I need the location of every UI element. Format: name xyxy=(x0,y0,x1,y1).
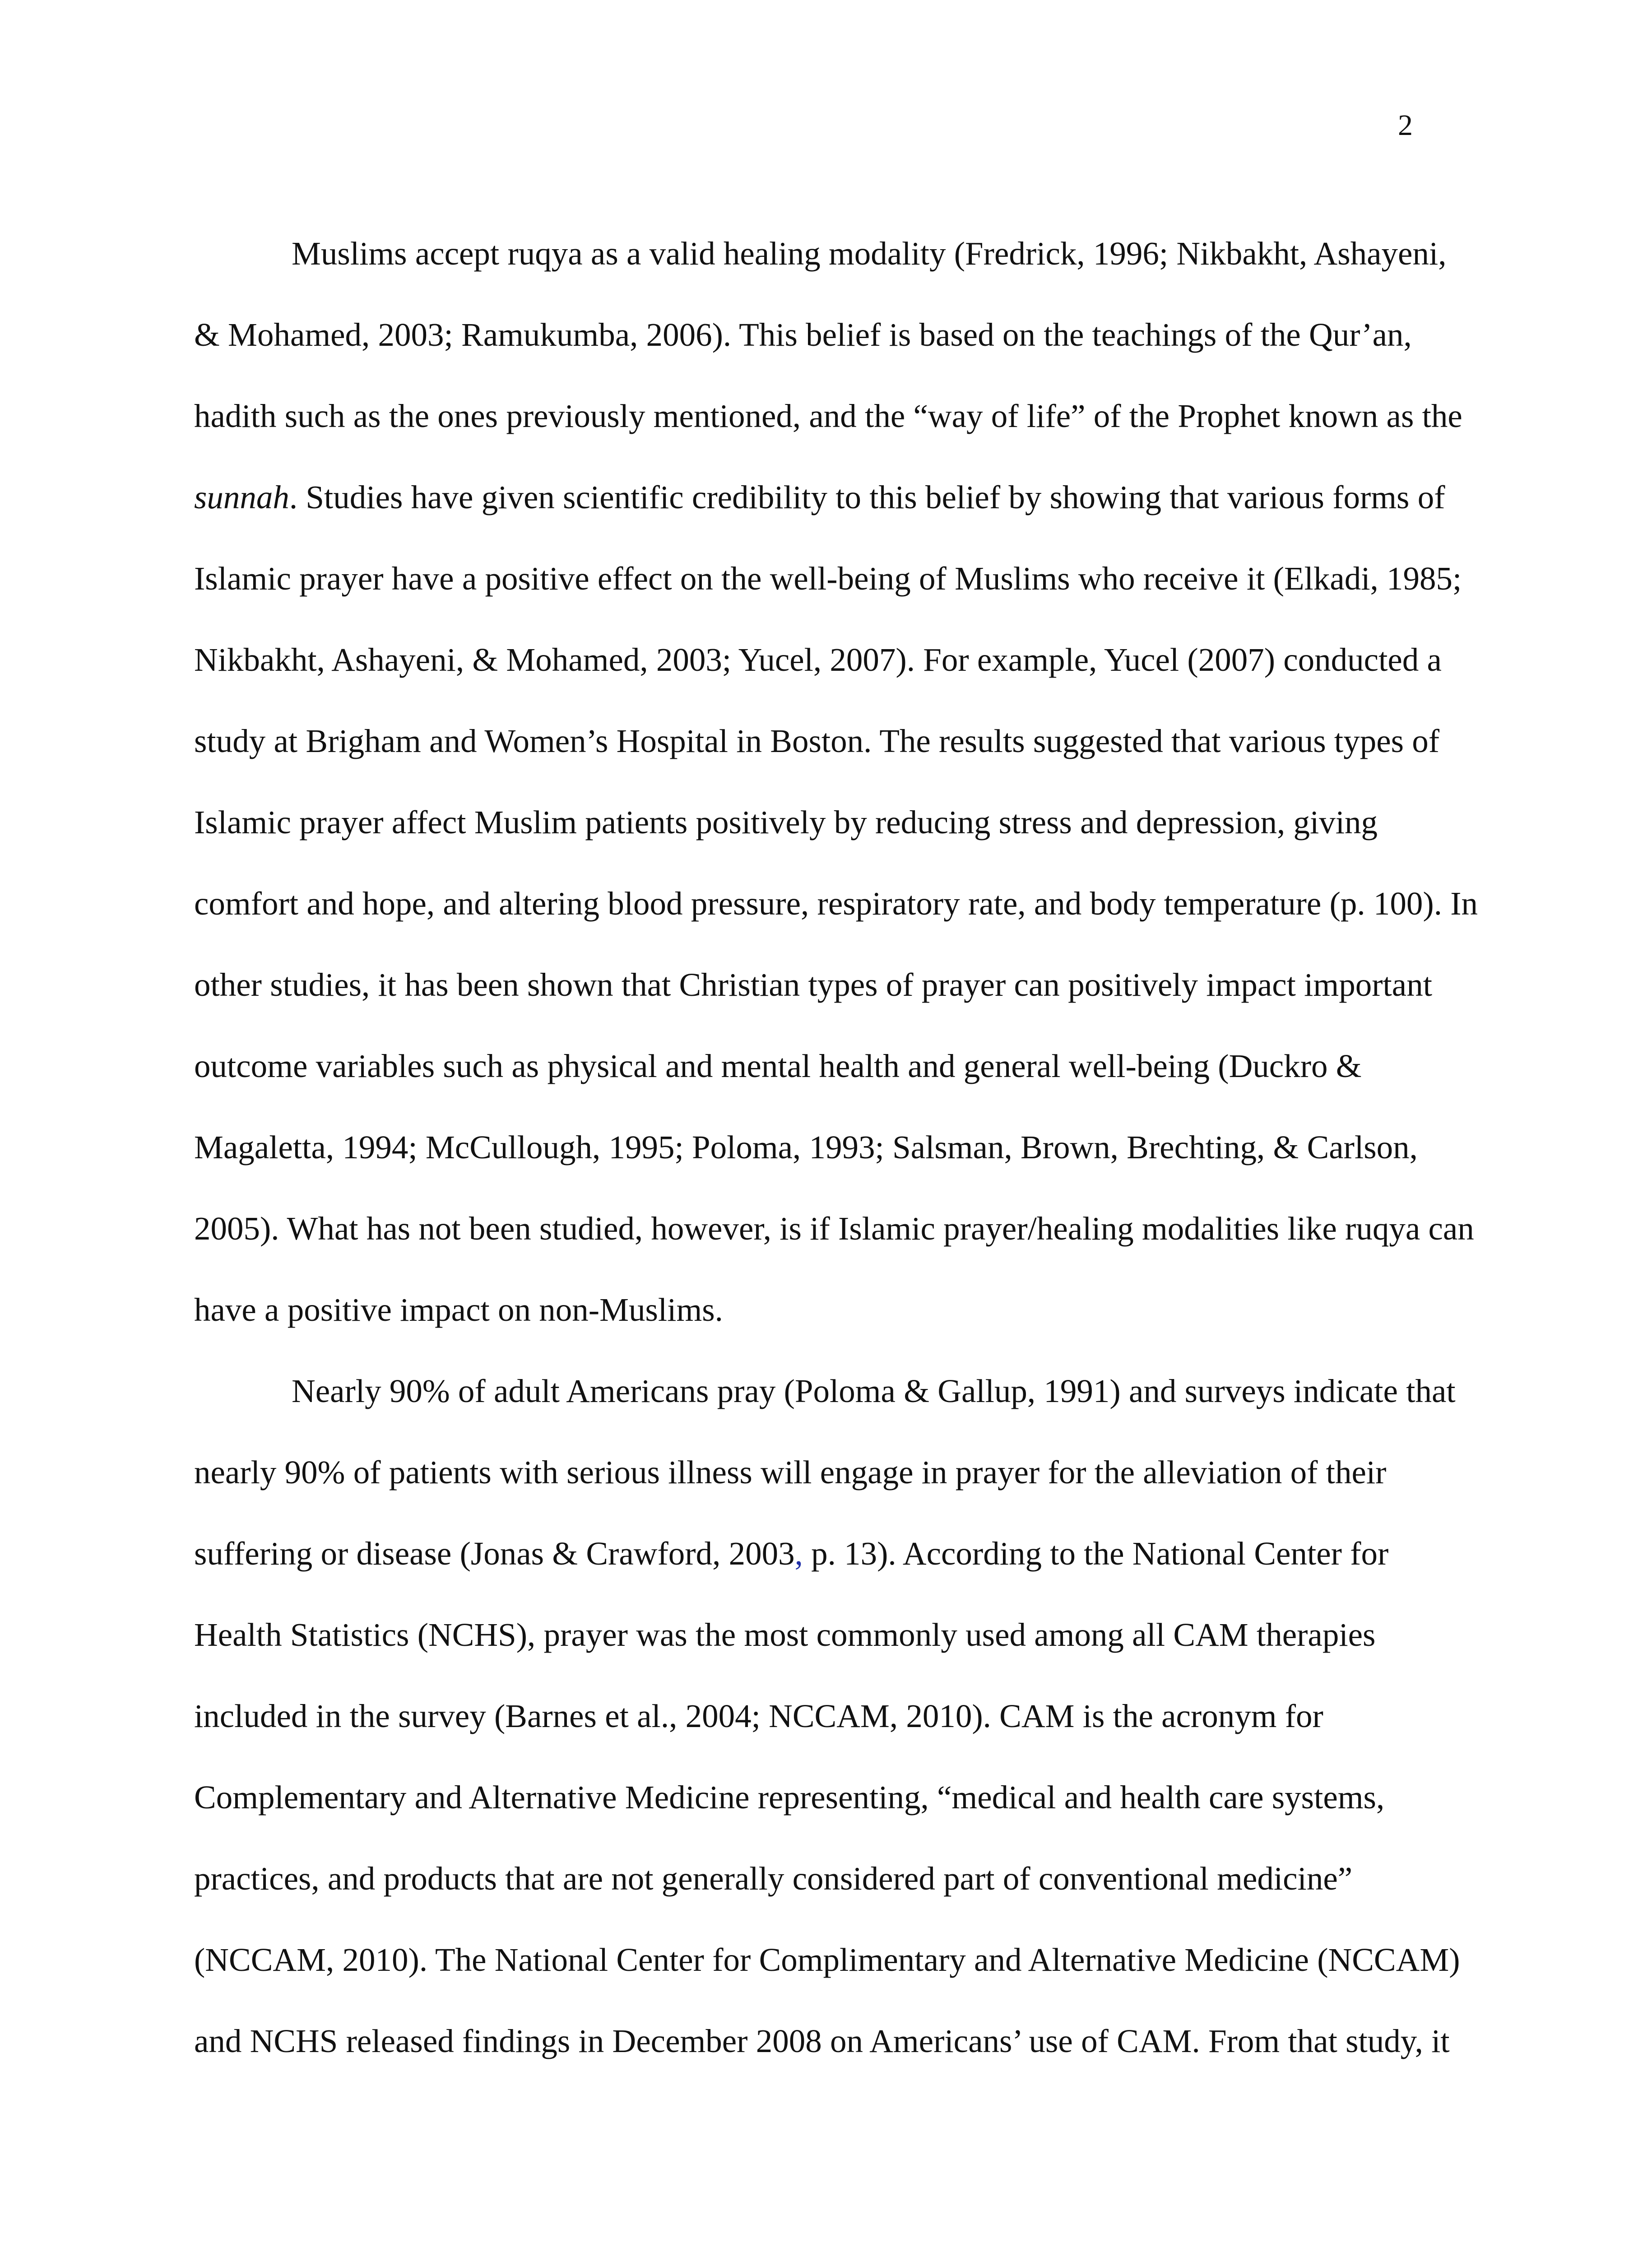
page-number: 2 xyxy=(1398,109,1413,142)
text-line: Nearly 90% of adult Americans pray (Poloma & Gallup, 1991) and surveys indicate that xyxy=(292,1373,1456,1409)
text-line: 2005). What has not been studied, however, is if Islamic prayer/healing modalities like ruqya can xyxy=(194,1210,1474,1247)
text-line: Health Statistics (NCHS), prayer was the most commonly used among all CAM therapies xyxy=(194,1616,1376,1653)
text-line: (NCCAM, 2010). The National Center for Complimentary and Alternative Medicine (NCCAM) xyxy=(194,1941,1460,1978)
text-line: comfort and hope, and altering blood pressure, respiratory rate, and body temperature (p. 100). In xyxy=(194,885,1478,922)
text-line: have a positive impact on non-Muslims. xyxy=(194,1291,723,1328)
text-line: Islamic prayer have a positive effect on the well-being of Muslims who receive it (Elkadi, 1985; xyxy=(194,560,1462,597)
text-line-before: suffering or disease (Jonas & Crawford, 2003 xyxy=(194,1535,795,1572)
paragraph-1 xyxy=(194,213,1478,1351)
text-line: Islamic prayer affect Muslim patients positively by reducing stress and depression, giving xyxy=(194,804,1378,841)
blue-comma: , xyxy=(794,1535,803,1572)
text-line: practices, and products that are not generally considered part of conventional medicine” xyxy=(194,1860,1353,1897)
text-line xyxy=(194,457,1468,538)
text-line: nearly 90% of patients with serious illness will engage in prayer for the alleviation of their xyxy=(194,1454,1387,1491)
text-line: & Mohamed, 2003; Ramukumba, 2006). This belief is based on the teachings of the Qur’an, xyxy=(194,316,1412,353)
body-text xyxy=(194,213,1478,2082)
italic-term-sunnah: sunnah xyxy=(194,479,289,515)
text-line: other studies, it has been shown that Christian types of prayer can positively impact important xyxy=(194,966,1432,1003)
text-line: Magaletta, 1994; McCullough, 1995; Poloma, 1993; Salsman, Brown, Brechting, & Carlson, xyxy=(194,1129,1418,1166)
text-line: Muslims accept ruqya as a valid healing modality (Fredrick, 1996; Nikbakht, Ashayeni, xyxy=(292,235,1447,272)
text-line: Complementary and Alternative Medicine representing, “medical and health care systems, xyxy=(194,1779,1385,1816)
text-line xyxy=(194,1513,1468,1594)
text-line: hadith such as the ones previously mentioned, and the “way of life” of the Prophet known as the xyxy=(194,398,1462,434)
text-line-rest: . Studies have given scientific credibility to this belief by showing that various forms of xyxy=(289,479,1445,515)
text-line-after: p. 13). According to the National Center for xyxy=(803,1535,1389,1572)
text-line: and NCHS released findings in December 2008 on Americans’ use of CAM. From that study, it xyxy=(194,2023,1450,2059)
text-line: study at Brigham and Women’s Hospital in Boston. The results suggested that various types of xyxy=(194,723,1440,759)
text-line: included in the survey (Barnes et al., 2004; NCCAM, 2010). CAM is the acronym for xyxy=(194,1698,1323,1734)
text-line: outcome variables such as physical and mental health and general well-being (Duckro & xyxy=(194,1048,1362,1084)
paragraph-2 xyxy=(194,1351,1468,2082)
text-line: Nikbakht, Ashayeni, & Mohamed, 2003; Yucel, 2007). For example, Yucel (2007) conducted a xyxy=(194,641,1442,678)
